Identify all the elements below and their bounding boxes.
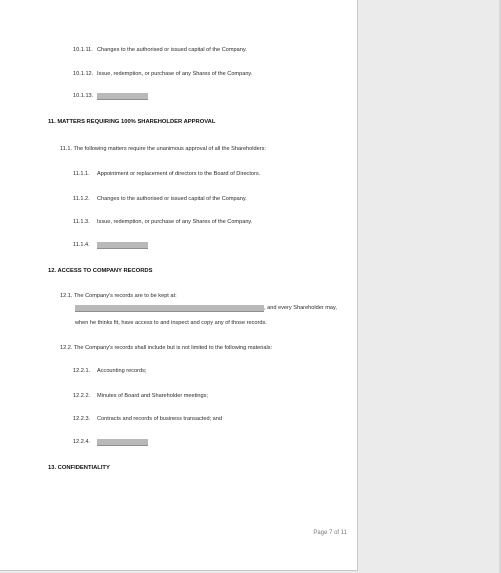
clause-text: Changes to the authorised or issued capital of the Company. (97, 196, 247, 202)
clause-number: 10.1.13. (73, 93, 94, 99)
fill-in-blank[interactable] (75, 305, 264, 312)
clause-number: 12.2.3. (73, 416, 91, 422)
fill-in-blank[interactable] (97, 93, 148, 100)
section-11-heading: 11. MATTERS REQUIRING 100% SHAREHOLDER APPROVAL (48, 119, 216, 125)
clause-12-2-1 (73, 368, 146, 375)
clause-number: 12.2.4. (73, 439, 91, 445)
section-12-heading: 12. ACCESS TO COMPANY RECORDS (48, 268, 153, 274)
clause-text: Accounting records; (97, 368, 147, 374)
clause-text: Minutes of Board and Shareholder meetings; (97, 393, 209, 399)
clause-text: Contracts and records of business transacted; and (97, 416, 222, 422)
clause-number: 11.1.4. (73, 242, 90, 248)
clause-12-1-line1: 12.1. The Company's records are to be kept at: (60, 293, 177, 299)
document-background (358, 0, 499, 573)
clause-number: 11.1.2. (73, 196, 90, 202)
clause-number: 12.2.2. (73, 393, 91, 399)
clause-11-1-1 (73, 171, 260, 178)
clause-text: Issue, redemption, or purchase of any Shares of the Company. (97, 71, 253, 77)
clause-text: Changes to the authorised or issued capital of the Company. (97, 47, 247, 53)
clause-11-1-2 (73, 196, 247, 203)
clause-12-1-line2: , and every Shareholder may, (264, 305, 337, 311)
clause-number: 11.1.1. (73, 171, 90, 177)
section-13-heading: 13. CONFIDENTIALITY (48, 465, 110, 471)
clause-12-2-2 (73, 393, 208, 400)
clause-10-1-13 (73, 93, 97, 100)
clause-number: 10.1.12. (73, 71, 94, 77)
clause-number: 12.2.1. (73, 368, 91, 374)
page-number: Page 7 of 11 (313, 530, 347, 536)
clause-12-2: 12.2. The Company's records shall include but is not limited to the following materials: (60, 345, 273, 351)
fill-in-blank[interactable] (97, 439, 148, 446)
clause-11-1-4 (73, 242, 97, 249)
clause-number: 11.1.3. (73, 219, 90, 225)
clause-11-1: 11.1. The following matters require the unanimous approval of all the Shareholders: (60, 146, 266, 152)
clause-10-1-12 (73, 71, 252, 78)
clause-12-2-3 (73, 416, 222, 423)
fill-in-blank[interactable] (97, 242, 148, 249)
clause-text: Issue, redemption, or purchase of any Shares of the Company. (97, 219, 253, 225)
clause-12-1-line3: when he thinks fit, have access to and inspect and copy any of those records. (75, 320, 267, 326)
clause-number: 10.1.11. (73, 47, 93, 53)
clause-text: Appointment or replacement of directors to the Board of Directors. (97, 171, 261, 177)
clause-11-1-3 (73, 219, 252, 226)
clause-12-2-4 (73, 439, 97, 446)
clause-10-1-11 (73, 47, 247, 54)
